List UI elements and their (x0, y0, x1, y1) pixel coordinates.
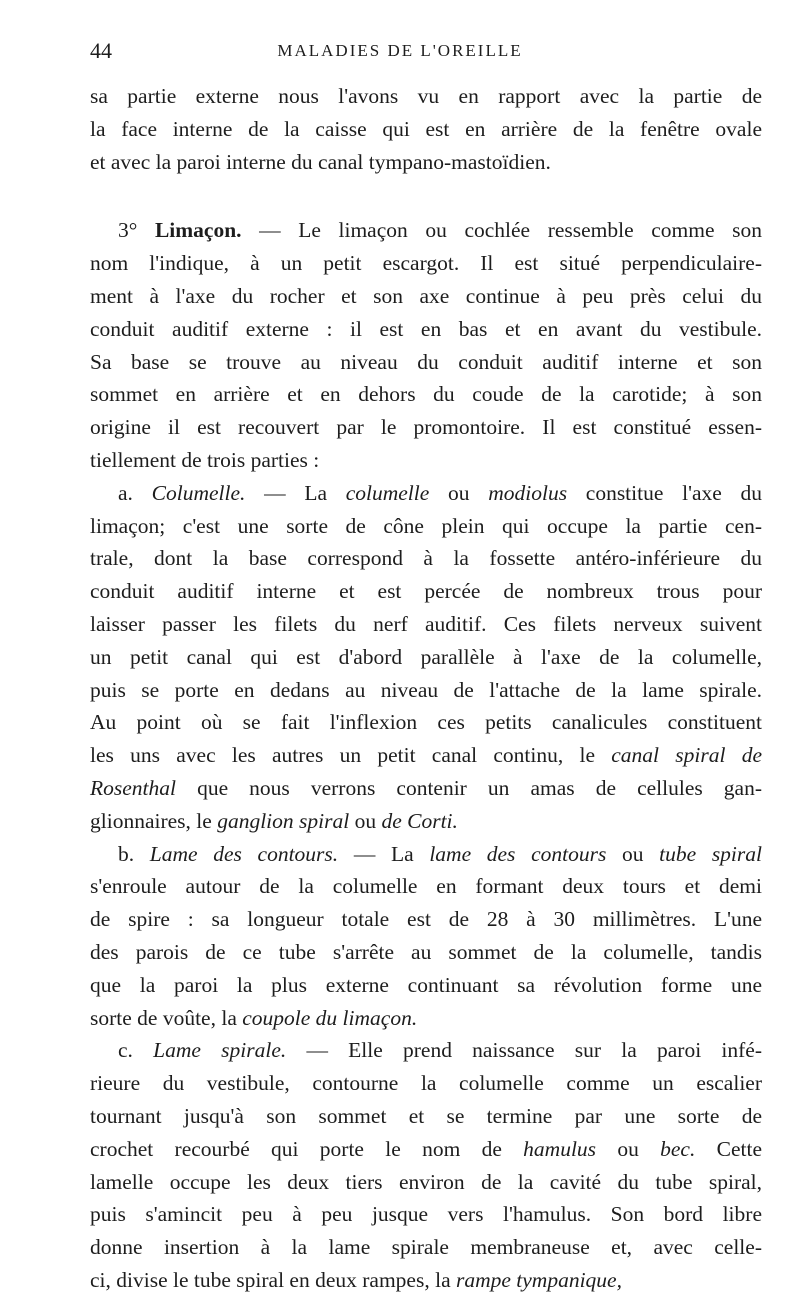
text-segment: que nous verrons contenir un amas de cellules gan- (176, 775, 762, 800)
text-segment: laisser passer les filets du nerf auditif. Ces filets nerveux suivent (90, 611, 762, 636)
body-text (90, 80, 762, 1297)
text-segment: tournant jusqu'à son sommet et se termine par une sorte de (90, 1103, 762, 1128)
text-segment: conduit auditif interne et est percée de nombreux trous pour (90, 579, 762, 604)
text-line (90, 903, 762, 936)
text-segment: Cette (695, 1136, 763, 1161)
text-segment: Sa base se trouve au niveau du conduit auditif interne et son (90, 349, 762, 374)
text-line (90, 542, 762, 575)
text-segment: — La (245, 480, 346, 505)
text-line (90, 674, 762, 707)
text-segment: et avec la paroi interne du canal tympano-mastoïdien. (90, 149, 551, 174)
text-line (90, 378, 762, 411)
text-segment: un petit canal qui est d'abord parallèle à l'axe de la columelle, (90, 644, 762, 669)
bold-heading: Limaçon. (154, 218, 242, 243)
text-segment: origine il est recouvert par le promontoire. Il est constitué essen- (90, 415, 762, 440)
text-segment: que la paroi la plus externe continuant sa révolution forme une (90, 972, 762, 997)
text-segment: — Le limaçon ou cochlée ressemble comme son (241, 218, 762, 243)
italic-text: Columelle. (151, 480, 246, 505)
text-line (90, 805, 762, 838)
text-segment: de spire : sa longueur totale est de 28 à 30 millimètres. L'une (90, 907, 762, 932)
text-line (90, 214, 762, 247)
italic-text: Lame spirale. (153, 1038, 287, 1063)
text-segment: — La (338, 841, 430, 866)
text-line (90, 1034, 762, 1067)
text-segment: tiellement de trois parties : (90, 447, 320, 472)
text-line (90, 870, 762, 903)
text-line (90, 1067, 762, 1100)
italic-text: tube spiral (659, 841, 762, 866)
page-number: 44 (90, 38, 112, 63)
text-segment: conduit auditif externe : il est en bas et en avant du vestibule. (90, 316, 762, 341)
text-segment: donne insertion à la lame spirale membraneuse et, avec celle- (90, 1235, 762, 1260)
text-segment: nom l'indique, à un petit escargot. Il est situé perpendiculaire- (90, 251, 762, 276)
italic-text: de Corti. (381, 808, 458, 833)
text-segment: puis se porte en dedans au niveau de l'attache de la lame spirale. (90, 677, 762, 702)
text-segment: des parois de ce tube s'arrête au sommet de la columelle, tandis (90, 939, 762, 964)
italic-text: canal spiral de (611, 743, 762, 768)
italic-text: hamulus (523, 1136, 597, 1161)
text-line (90, 346, 762, 379)
text-line (90, 280, 762, 313)
text-segment: la face interne de la caisse qui est en arrière de la fenêtre ovale (90, 116, 762, 141)
text-line (90, 772, 762, 805)
text-segment: ou (606, 841, 660, 866)
text-segment: 3° (118, 218, 155, 243)
text-line (90, 444, 762, 477)
italic-text: rampe tympanique, (455, 1267, 622, 1292)
text-segment: trale, dont la base correspond à la fossette antéro-inférieure du (90, 546, 762, 571)
text-segment: limaçon; c'est une sorte de cône plein qui occupe la partie cen- (90, 513, 762, 538)
text-line (90, 80, 762, 113)
text-segment: les uns avec les autres un petit canal continu, le (90, 743, 612, 768)
text-line (90, 113, 762, 146)
text-segment: c. (118, 1038, 154, 1063)
text-segment: a. (118, 480, 152, 505)
page-header (0, 38, 800, 70)
text-segment: sommet en arrière et en dehors du coude de la carotide; à son (90, 382, 762, 407)
text-segment: b. (118, 841, 150, 866)
text-segment: — Elle prend naissance sur la paroi infé- (286, 1038, 762, 1063)
italic-text: lame des contours (429, 841, 607, 866)
text-segment: sa partie externe nous l'avons vu en rapport avec la partie de (90, 84, 762, 108)
text-segment: ou (429, 480, 489, 505)
text-segment: Au point où se fait l'inflexion ces petits canalicules constituent (90, 710, 762, 735)
text-segment: lamelle occupe les deux tiers environ de la cavité du tube spiral, (90, 1169, 762, 1194)
italic-text: columelle (345, 480, 430, 505)
text-segment: glionnaires, le (90, 808, 218, 833)
running-title: MALADIES DE L'OREILLE (277, 41, 523, 60)
text-line (90, 1264, 762, 1297)
italic-text: ganglion spiral (217, 808, 350, 833)
text-line (90, 477, 762, 510)
text-segment: constitue l'axe du (567, 480, 763, 505)
text-line (90, 1133, 762, 1166)
italic-text: bec. (660, 1136, 696, 1161)
text-line (90, 1166, 762, 1199)
text-line (90, 1100, 762, 1133)
text-line (90, 608, 762, 641)
paragraph-gap (90, 178, 762, 214)
text-line (90, 510, 762, 543)
text-segment: puis s'amincit peu à peu jusque vers l'hamulus. Son bord libre (90, 1202, 762, 1227)
text-line (90, 313, 762, 346)
text-line (90, 411, 762, 444)
text-line (90, 1198, 762, 1231)
text-line (90, 1231, 762, 1264)
text-segment: sorte de voûte, la (90, 1005, 243, 1030)
text-line (90, 146, 762, 179)
italic-text: modiolus (488, 480, 568, 505)
text-line (90, 838, 762, 871)
italic-text: Rosenthal (90, 775, 176, 800)
text-line (90, 641, 762, 674)
text-segment: s'enroule autour de la columelle en formant deux tours et demi (90, 874, 762, 899)
italic-text: Lame des contours. (149, 841, 339, 866)
text-segment: ci, divise le tube spiral en deux rampes, la (90, 1267, 456, 1292)
text-segment: crochet recourbé qui porte le nom de (90, 1136, 524, 1161)
text-segment: rieure du vestibule, contourne la columelle comme un escalier (90, 1071, 762, 1096)
text-line (90, 969, 762, 1002)
text-segment: ou (349, 808, 382, 833)
text-line (90, 706, 762, 739)
italic-text: coupole du limaçon. (242, 1005, 418, 1030)
text-line (90, 739, 762, 772)
text-line (90, 247, 762, 280)
text-line (90, 936, 762, 969)
text-line (90, 1002, 762, 1035)
text-line (90, 575, 762, 608)
text-segment: ou (596, 1136, 661, 1161)
text-segment: ment à l'axe du rocher et son axe continue à peu près celui du (90, 283, 762, 308)
